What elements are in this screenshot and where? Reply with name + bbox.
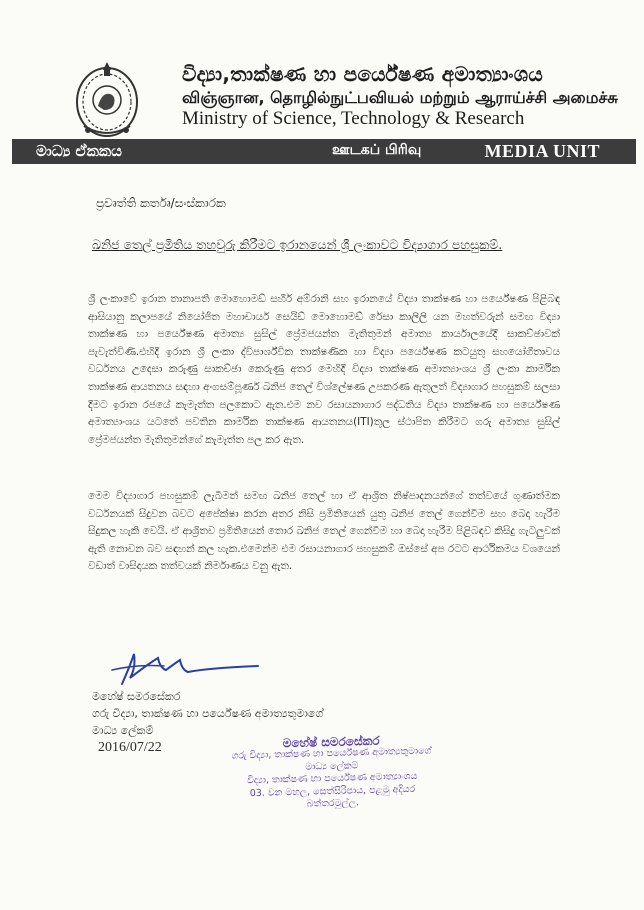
letter-recipient: ප්‍රවෘත්ති කර්තෘ/සංස්කාරක — [96, 196, 226, 210]
ministry-title-sinhala: විද්‍යා,තාක්ෂණ හා පර්යේෂණ අමාත්‍යාංශය — [182, 62, 544, 86]
ministry-title-tamil: விஞ்ஞான, தொழில்நுட்பவியல் மற்றும் ஆராய்ச்சி அமைச்சு — [182, 88, 618, 107]
handwritten-signature — [108, 646, 268, 688]
stamp-line-role: මාධ්‍ය ලේකම් — [305, 760, 359, 773]
official-stamp — [221, 733, 443, 813]
signoff-date: 2016/07/22 — [98, 740, 162, 755]
sri-lanka-emblem-icon — [68, 56, 146, 142]
ministry-title-english: Ministry of Science, Technology & Research — [182, 108, 525, 129]
stamp-line-ministry: විද්‍යා, තාක්ෂණ හා පර්යේෂණ අමාත්‍යාංශය — [246, 770, 418, 787]
stamp-line-title: ගරු විද්‍යා, තාක්ෂණ හා පර්යේෂණ අමාත්‍යතුමාගේ — [231, 745, 432, 763]
media-unit-tamil: ஊடகப் பிரிவு — [332, 142, 422, 158]
stamp-line-address: 03. වන මහල, සෙත්සිරිපාය, පළමු අදියර — [249, 783, 416, 799]
stamp-line-name: මහේෂ් සමරසේකර — [282, 733, 380, 751]
signoff-role: මාධ්‍ය ලේකම් — [92, 724, 154, 737]
stamp-line-city: බත්තරමුල්ල. — [306, 797, 360, 810]
media-unit-english: MEDIA UNIT — [484, 141, 600, 161]
media-unit-banner — [12, 139, 636, 164]
signoff-title: ගරු විද්‍යා, තාක්ෂණ හා පර්යේෂණ අමාත්‍යතුමාගේ — [92, 707, 324, 720]
body-paragraph-2: මෙම විද්‍යාගාර පහසුකම් ලැබීමත් සමඟ ඛනිජ තෙල් හා ඒ ආශ්‍රිත නිෂ්පාදනයන්ගේ තත්වයේ ගුණාත්මක වර්ධනයක් සිදුවන බවට අපේක්ෂා කරන අතර නිසි ප්‍රමිතියෙන් යුතු ඛනිජ තෙල් ගෙන්වීම සහ බෙදා හැරීම සිදුකල හැකි වෙයි. ඒ ආශ්‍රිතව ප්‍රමිතියෙන් තොර ඛනිජ තෙල් ගෙන්වීම හා බෙදා හැරීම පිළිබඳව කිසිදු ගැටලුවක් ඇති නොවන බව සඳහන් කල හැක.එමෙන්ම එම රසායනාගාර පහසුකම් ඔස්සේ අප රටට ආර්ථිකමය වශයෙන් වඩාත් වාසිදායක තත්වයක් නිර්මාණය වනු ඇත. — [88, 490, 560, 573]
body-paragraph-1: ශ්‍රී ලංකාවේ ඉරාන තානාපති මොහොමඩ් සහීර් අම්රානි සහ ඉරානයේ විද්‍යා තාක්ෂණ හා පර්යේෂණ පිළිබඳ ආසියානු කලාපයේ නියෝජිත මහාචාර්ය සෙයිඩ් මොහොමඩ් රේසා කාලිලි යන මහත්වරුන් සමඟ විද්‍යා තාක්ෂණ හා පර්යේෂණ අමාත්‍ය සුසිල් ප්‍රේමජයන්ත මැතිතුමන් අමාත්‍ය කාර්යාලයේදී සාකච්ඡාවක් පැවැත්විණි.එහිදී ඉරාන ශ්‍රී ලංකා ද්විපාර්ශ්වික තාක්ෂණික හා විද්‍යා පර්යේෂණ කටයුතු සහයෝගීතාවය වර්ධනය උදෙසා කරුණු සාකච්ඡා කෙරුණු අතර මෙහිදී විද්‍යා තාක්ෂණ අමාත්‍යාංශය ශ්‍රී ලංකා කාර්මික තාක්ෂණ ආයතනය සඳහා අංගසම්පූර්ණ ඛනිජ තෙල් විශ්ලේෂණ උපකරණ ඇතුලත් විද්‍යාගාර පහසුකම් සලසා දීමට ඉරාන රජයේ කැමැත්ත පලකොට ඇත.එම නව රසායනාගාර පද්ධතිය විද්‍යා තාක්ෂණ හා පර්යේෂණ අමාත්‍යාංශය යටතේ පවතින කාර්මික තාක්ෂණ ආයතනය(ITI)තුල ස්ථාපිත කිරීමට ගරු අමාත්‍ය සුසිල් ප්‍රේමජයන්ත මැතිතුමන්ගේ කැමැත්ත පල කර ඇත. — [88, 293, 560, 446]
signoff-name: මහේෂ් සමරසේකර — [92, 690, 181, 703]
media-unit-sinhala: මාධ්‍ය ඒකකය — [36, 142, 122, 160]
letter-subject: ඛනිජ තෙල් ප්‍රමිතිය තහවුරු කිරීමට ඉරානයෙන් ශ්‍රී ලංකාවට විද්‍යාගාර පහසුකම්. — [92, 237, 503, 252]
